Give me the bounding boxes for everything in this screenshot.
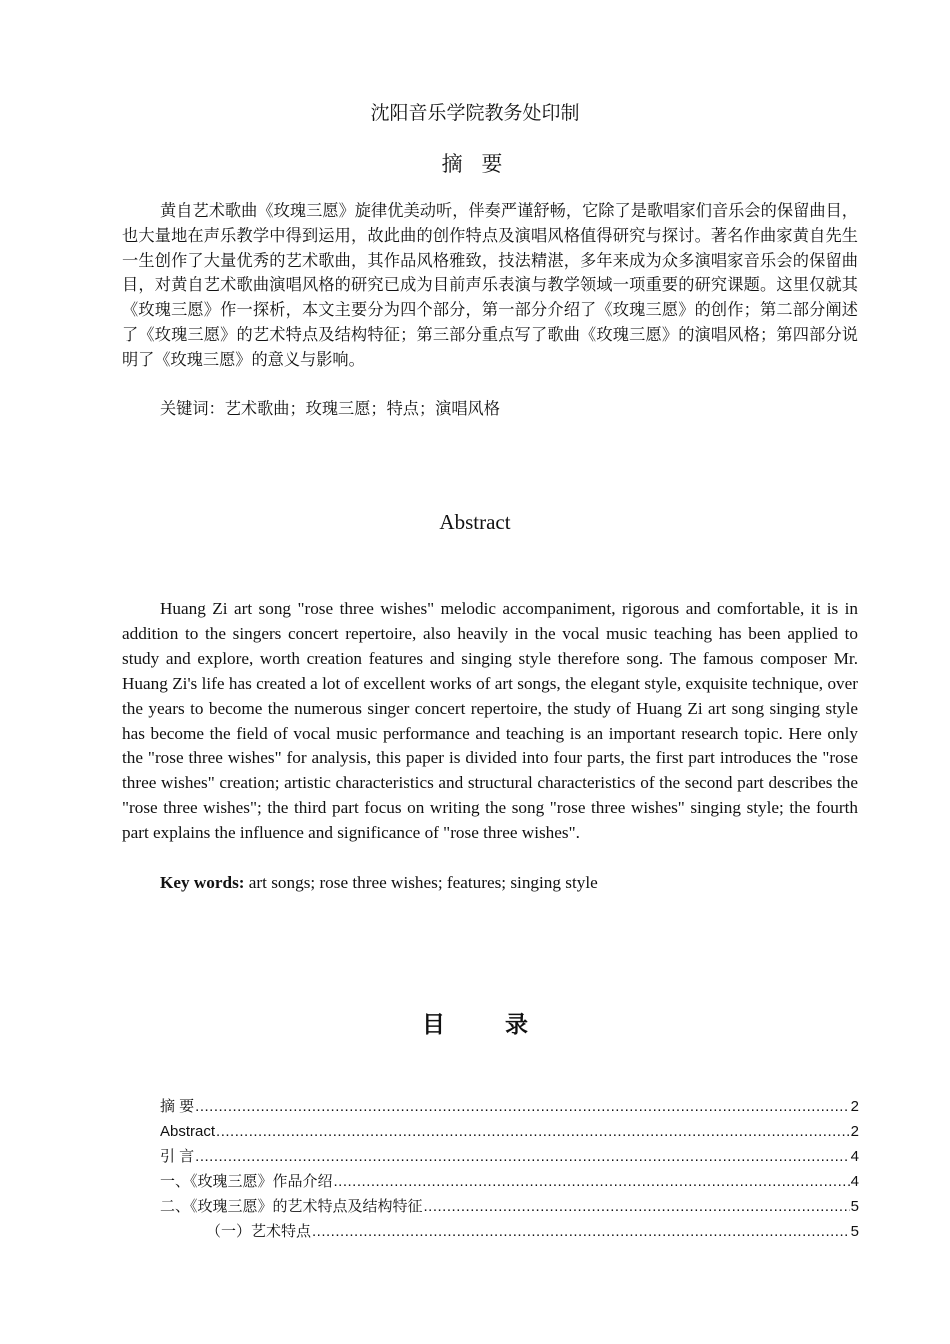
- toc-entry[interactable]: [160, 1119, 859, 1144]
- toc-entry-title: 一、《玫瑰三愿》作品介绍: [160, 1173, 333, 1190]
- cn-abstract-heading: 摘 要: [441, 152, 509, 176]
- toc-entry-page: 5: [850, 1198, 859, 1215]
- en-keywords: [160, 871, 598, 896]
- en-abstract-body: Huang Zi art song "rose three wishes" melodic accompaniment, rigorous and comfortable, it is in addition to the singers concert repertoire, also heavily in the vocal music teaching has been applied to study and explore, worth creation features and singing style therefore song. The famous composer Mr. Huang Zi's life has created a lot of excellent works of art songs, the elegant style, exquisite technique, over the years to become the numerous singer concert repertoire, the study of Huang Zi art song singing style has become the field of vocal music performance and teaching is an important research topic. Here only the "rose three wishes" for analysis, this paper is divided into four parts, the first part introduces the "rose three wishes" creation; artistic characteristics and structural characteristics of the second part describes the "rose three wishes"; the third part focus on writing the song "rose three wishes" singing style; the fourth part explains the influence and significance of "rose three wishes".: [122, 599, 858, 843]
- toc-leader-dots: [195, 1144, 849, 1169]
- toc-entry[interactable]: [160, 1219, 859, 1244]
- toc-entry-title: Abstract: [160, 1123, 216, 1140]
- institution-header: 沈阳音乐学院教务处印制: [370, 102, 580, 124]
- en-keywords-label: Key words:: [160, 873, 245, 892]
- toc-entry-title: 二、《玫瑰三愿》的艺术特点及结构特征: [160, 1198, 423, 1215]
- toc-entry[interactable]: [160, 1094, 859, 1119]
- toc-entry-title: 引 言: [160, 1148, 195, 1165]
- toc-entry-page: 4: [850, 1148, 859, 1165]
- toc-leader-dots: [424, 1194, 850, 1219]
- toc-entry[interactable]: [160, 1169, 859, 1194]
- en-abstract-heading: Abstract: [439, 510, 511, 534]
- toc-entry[interactable]: [160, 1194, 859, 1219]
- toc-entry-page: 5: [850, 1223, 859, 1240]
- toc-entry[interactable]: [160, 1144, 859, 1169]
- toc-leader-dots: [195, 1094, 849, 1119]
- cn-abstract-body: 黄自艺术歌曲《玫瑰三愿》旋律优美动听，伴奏严谨舒畅，它除了是歌唱家们音乐会的保留曲目，也大量地在声乐教学中得到运用，故此曲的创作特点及演唱风格值得研究与探讨。著名作曲家黄自先生一生创作了大量优秀的艺术歌曲，其作品风格雅致，技法精湛，多年来成为众多演唱家音乐会的保留曲目，对黄自艺术歌曲演唱风格的研究已成为目前声乐表演与教学领域一项重要的研究课题。这里仅就其《玫瑰三愿》作一探析，本文主要分为四个部分，第一部分介绍了《玫瑰三愿》的创作；第二部分阐述了《玫瑰三愿》的艺术特点及结构特征；第三部分重点写了歌曲《玫瑰三愿》的演唱风格；第四部分说明了《玫瑰三愿》的意义与影响。: [122, 201, 858, 369]
- toc-heading: 目 录: [421, 1012, 554, 1038]
- toc-entry-title: 摘 要: [160, 1098, 195, 1115]
- toc-entry-page: 2: [850, 1123, 859, 1140]
- table-of-contents: [160, 1094, 859, 1244]
- toc-leader-dots: [312, 1219, 850, 1244]
- toc-entry-title: （一）艺术特点: [206, 1223, 312, 1240]
- toc-leader-dots: [216, 1119, 850, 1144]
- toc-entry-page: 2: [850, 1098, 859, 1115]
- cn-keywords: 关键词：艺术歌曲；玫瑰三愿；特点；演唱风格: [160, 399, 500, 418]
- toc-leader-dots: [334, 1169, 850, 1194]
- en-keywords-text: art songs; rose three wishes; features; singing style: [244, 873, 598, 892]
- toc-entry-page: 4: [850, 1173, 859, 1190]
